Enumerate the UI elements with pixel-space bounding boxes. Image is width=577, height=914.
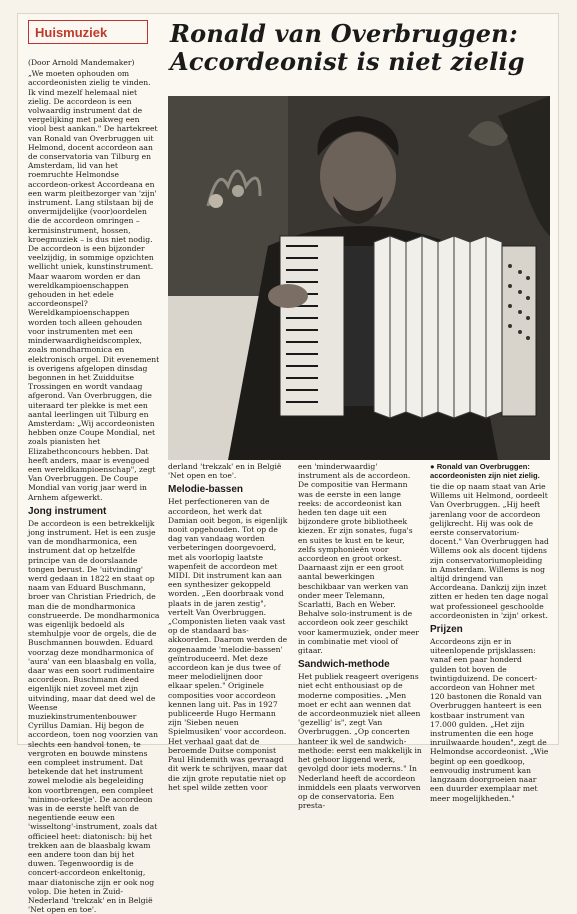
column-3-top-text: een 'minderwaardig' instrument als de accordeon. De compositie van Hermann was de eerste in een lange reeks: de accordeonist kan heden ten dage uit een bijzondere grote bibliotheek kiezen. Er zijn sonates, fuga's en suites te kust en te keur, zelfs symphonieën voor accordeon en groot orkest. Daarnaast zijn er een groot aantal bewerkingen beschikbaar van werken van onder meer Telemann, Scarlatti, Bach en Weber. Behalve solo-instrument is de accordeon ook zeer geschikt voor kamermuziek, onder meer in combinatie met viool of gitaar. (298, 462, 420, 656)
byline: (Door Arnold Mandemaker) (28, 58, 135, 67)
column-2 (168, 462, 288, 792)
column-4-rest-text: Accordeons zijn er in uiteenlopende prijsklassen: vanaf een paar honderd gulden tot boven de twintigduizend. De concert-accordeon van Hohner met 120 bastonen die Ronald van Overbruggen hanteert is een kostbaar instrument van 17.000 gulden. „Het zijn instrumenten die een hoge inruilwaarde houden", zegt de Helmondse accordeonist. „Wie begint op een goedkoop, eenvoudig instrument kan langzaam doorgroeien naar een duurder exemplaar met meer mogelijkheden." (430, 637, 549, 803)
column-1-text: De accordeon is een betrekkelijk jong instrument. Het is een zusje van de mondharmonica, een instrument dat op hetzelfde principe van de doorslaande tongen berust. De 'uitvinding' werd gedaan in 1822 en staat op naam van Eduard Buschmann, broer van Christian Friedrich, de man die de mondharmonica construeerde. De mondharmonica was eigenlijk bedoeld als stemhulpje voor de orgels, die de Buschmannen bouwden. Eduard voorzag deze mondharmonica of 'aura' van een blaasbalg en volla, daar was een soort rudimentaire accordeon. Buschmann deed eigenlijk niet zoveel met zijn uitvinding, maar dat deed wel de Weense muziekinstrumentenbouwer Cyrillus Damian. Hij begon de accordeon, toen nog voorzien van slechts een handvol tonen, te vergroten en bouwde minstens een compleet instrument. Dat betekende dat het instrument zowel melodie als begeleiding kon voortbrengen, een compleet 'minimo-orkestje'. De accordeon was in de eerste helft van de negentiende eeuw een 'wisseltong'-instrument, zoals dat officieel heet: diatonisch: bij het trekken aan de blaasbalg kwam een andere toon dan bij het duwen. Tegenwoordig is de concert-accordeon enkeltonig, maar diatonische zijn er ook nog volop. Die heten in Zuid-Nederland 'trekzak' en in België 'Net open en toe'. (28, 518, 160, 914)
heading-melodie-bassen: Melodie-bassen (168, 484, 244, 496)
column-1 (28, 58, 160, 914)
heading-jong-instrument: Jong instrument (28, 505, 107, 517)
column-2-text: Het perfectioneren van de accordeon, het werk dat Damian ooit begon, is eigenlijk nooit opgehouden. Tot op de dag van vandaag worden verbeteringen doorgevoerd, met als voorlopig laatste wapenfeit de accordeon met MIDI. Dit instrument kan aan een synthesizer gekoppeld worden. „Een doorbraak vond plaats in de jaren zestig", vertelt Van Overbruggen. „Componisten lieten vaak vast op de standaard bas-akkoorden. Daarom werden de zogenaamde 'melodie-bassen' geïntroduceerd. Met deze accordeon kan je dus twee of meer melodielijnen door elkaar spelen." Originele composities voor accordeon kennen lang uit. Pas in 1927 publiceerde Hugo Hermann zijn 'Sieben neuen Spielmusiken' voor accordeon. Het verhaal gaat dat de beroemde Duitse componist Paul Hindemith was gevraagd dit werk te schrijven, maar dat die zijn grote reputatie niet op het spel wilde zetten voor (168, 497, 288, 792)
column-2-top-text: derland 'trekzak' en in België 'Net open en toe'. (168, 462, 282, 481)
column-4-text: tie die op naam staat van Arie Willems uit Helmond, oordeelt Van Overbruggen. „Hij heeft jarenlang voor de accordeon gelijkrecht. Hij was ook de eerste conservatorium-docent." Van Overbruggen had Willems ook als docent tijdens zijn conservatoriumopleiding in Amsterdam. Willems is nog altijd dringend van Accordeana. Dankzij zijn inzet zitten er heden ten dage nogal wat professioneel geschoolde accordeonisten in 'zijn' orkest. (430, 482, 549, 620)
column-4 (430, 482, 550, 803)
accordion-player-illustration (168, 96, 550, 460)
section-rubric: Huismuziek (28, 20, 148, 44)
column-3 (298, 462, 422, 811)
photo-caption: ● Ronald van Overbruggen: accordeonisten zijn niet zielig. (430, 462, 540, 481)
column-3-text: Het publiek reageert overigens niet echt enthousiast op de moderne composities. „Men moet er echt aan wennen dat de accordeonmuziek niet alleen 'gezellig' is", zegt Van Overbruggen. „Op concerten hanteer ik wel de sandwich-methode: eerst een makkelijk in het gehoor liggend werk, gevolgd door iets moderns." In Nederland heeft de accordeon inmiddels een plaats verworven op de conservatoria. Een presta- (298, 672, 422, 811)
intro-text: „We moeten ophouden om accordeonisten zielig te vinden. Ik vind mezelf helemaal niet zielig. De accordeon is een volwaardig instrument dat de vergelijking met pakweg een viool best aankan." De hartekreet van Ronald van Overbruggen uit Helmond, docent accordeon aan de conservatoria van Tilburg en Amsterdam, lid van het roemruchte Helmondse accordeon-orkest Accordeana en een warm pleitbezorger van 'zijn' instrument. Lang stilstaan bij de onvermijdelijke (voor)oordelen die de accordeon omringen – kermisinstrument, hossen, kroegmuziek – is dus niet nodig. De accordeon is een bijzonder veelzijdig, in sommige opzichten wellicht uniek, kunstinstrument. Maar waarom worden er dan wereldkampioenschappen gehouden in het edele accordeonspel? Wereldkampioenschappen worden toch alleen gehouden voor instrumenten met een minderwaardigheidscomplex, zoals mondharmonica en elektronisch orgel. Dit evenement is overigens afgelopen dinsdag begonnen in het Zuidduitse Trossingen en wordt vandaag afgerond. Van Overbruggen, die uiteraard ter plekke is met een aantal leerlingen uit Tilburg en Amsterdam: „Wij accordeonisten hebben onze Coupe Mondial, net zoals pianisten het Elizabethconcours hebben. Dat heeft anders, maar is evengoed een wereldkampioenschap", zegt Van Overbruggen. De Coupe Mondial van vorig jaar werd in Arnhem afgewerkt. (28, 69, 160, 502)
article-title (170, 20, 550, 76)
title-line-2: Accordeonist is niet zielig (170, 47, 525, 76)
title-line-1: Ronald van Overbruggen: (170, 19, 518, 48)
heading-prijzen: Prijzen (430, 624, 463, 636)
photo-accordeonist (168, 96, 550, 460)
heading-sandwich-methode: Sandwich-methode (298, 659, 390, 671)
